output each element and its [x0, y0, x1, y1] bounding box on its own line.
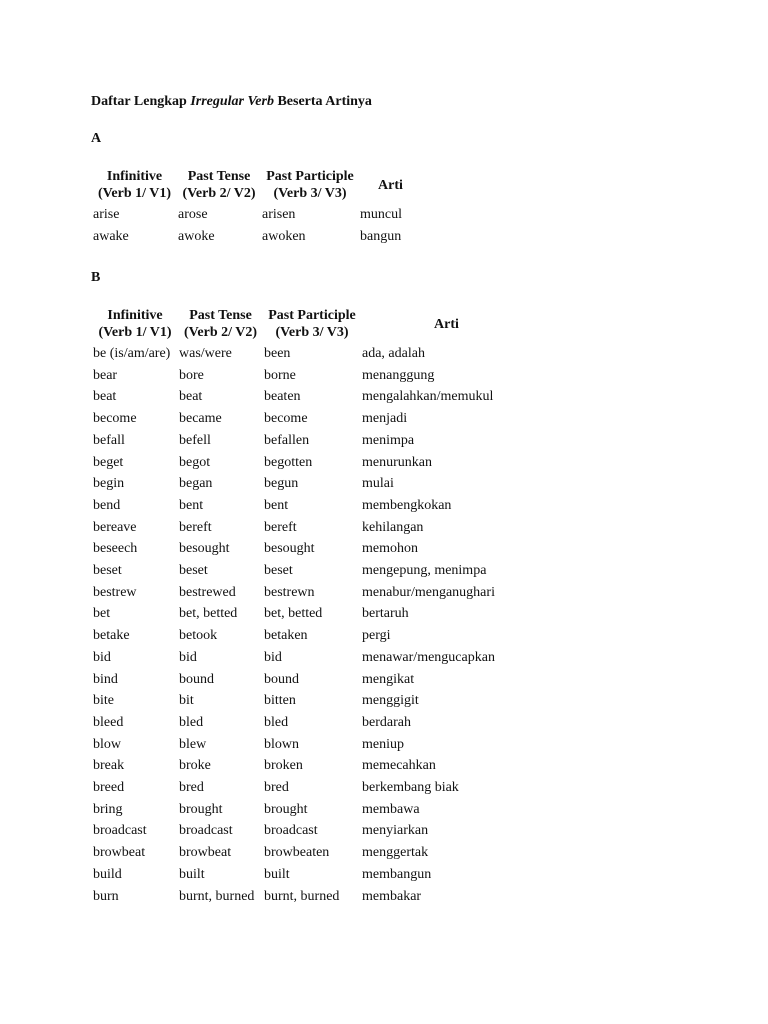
past-participle-cell: bred	[264, 780, 289, 796]
document-title	[91, 93, 372, 111]
past-tense-cell: bestrewed	[179, 584, 236, 600]
past-participle-cell: beset	[264, 563, 293, 579]
past-tense-cell: arose	[178, 207, 208, 222]
past-participle-cell: broadcast	[264, 823, 318, 839]
table-row	[91, 582, 531, 604]
arti-cell: membakar	[362, 888, 422, 904]
table-row	[91, 647, 531, 669]
infinitive-cell: build	[93, 866, 122, 882]
arti-cell: memohon	[362, 541, 418, 557]
past-tense-cell: bred	[179, 780, 204, 796]
arti-cell: bertaruh	[362, 606, 409, 622]
past-participle-cell: beaten	[264, 389, 301, 405]
table-row	[91, 625, 531, 647]
past-tense-cell: betook	[179, 628, 218, 644]
arti-cell: memecahkan	[362, 758, 436, 774]
past-participle-cell: become	[264, 411, 308, 427]
infinitive-cell: become	[93, 411, 137, 427]
past-participle-cell: bet, betted	[264, 606, 323, 622]
verb-table-b	[91, 307, 531, 907]
arti-cell: menggigit	[362, 693, 419, 709]
arti-cell: menabur/menganughari	[362, 584, 495, 600]
arti-cell: menjadi	[362, 411, 408, 427]
past-participle-cell: built	[264, 866, 290, 882]
infinitive-cell: bereave	[93, 519, 137, 535]
infinitive-cell: befall	[93, 432, 125, 448]
table-row	[91, 886, 531, 908]
header-infinitive: Infinitive (Verb 1/ V1)	[98, 308, 172, 340]
past-tense-cell: bereft	[179, 519, 212, 535]
arti-cell: menyiarkan	[362, 823, 429, 839]
arti-cell: berdarah	[362, 714, 411, 730]
header-past-tense: Past Tense (Verb 2/ V2)	[183, 308, 258, 340]
infinitive-cell: beat	[93, 389, 117, 405]
past-participle-cell: bid	[264, 649, 282, 665]
past-participle-cell: brought	[264, 801, 308, 817]
past-participle-cell: browbeaten	[264, 845, 330, 861]
title-italic: Irregular Verb	[190, 94, 274, 109]
arti-cell: mengikat	[362, 671, 415, 687]
infinitive-cell: betake	[93, 628, 130, 644]
past-participle-cell: bereft	[264, 519, 297, 535]
table-row	[91, 799, 531, 821]
past-tense-cell: browbeat	[179, 845, 232, 861]
table-row	[91, 755, 531, 777]
table-row	[91, 777, 531, 799]
table-row	[91, 560, 531, 582]
title-prefix: Daftar Lengkap	[91, 94, 191, 109]
infinitive-cell: broadcast	[93, 823, 147, 839]
table-row	[91, 204, 421, 226]
arti-cell: membengkokan	[362, 497, 452, 513]
infinitive-cell: begin	[93, 476, 125, 492]
past-participle-cell: begotten	[264, 454, 313, 470]
arti-cell: kehilangan	[362, 519, 424, 535]
table-row	[91, 343, 531, 365]
table-row	[91, 864, 531, 886]
table-body-a	[91, 204, 421, 247]
past-tense-cell: awoke	[178, 228, 215, 244]
past-participle-cell: bled	[264, 714, 289, 730]
past-tense-cell: was/were	[179, 346, 232, 361]
past-tense-cell: bent	[179, 497, 204, 513]
past-participle-cell: blown	[264, 736, 299, 752]
past-participle-cell: bitten	[264, 693, 296, 709]
past-tense-cell: bled	[179, 714, 204, 730]
table-row	[91, 473, 531, 495]
infinitive-cell: bestrew	[93, 584, 137, 600]
table-row	[91, 712, 531, 734]
past-participle-cell: betaken	[264, 628, 308, 644]
table-row	[91, 603, 531, 625]
section-heading-b: B	[91, 270, 101, 285]
past-tense-cell: bet, betted	[179, 606, 238, 622]
infinitive-cell: bring	[93, 801, 123, 817]
table-row	[91, 690, 531, 712]
arti-cell: berkembang biak	[362, 780, 459, 796]
arti-cell: bangun	[360, 228, 402, 244]
table-row	[91, 734, 531, 756]
table-row	[91, 495, 531, 517]
past-participle-cell: arisen	[262, 207, 296, 222]
infinitive-cell: bite	[93, 693, 114, 709]
table-body-b	[91, 343, 531, 907]
infinitive-cell: beseech	[93, 541, 138, 557]
table-row	[91, 365, 531, 387]
past-tense-cell: bit	[179, 693, 194, 709]
arti-cell: meniup	[362, 736, 404, 752]
past-participle-cell: been	[264, 346, 291, 361]
infinitive-cell: bid	[93, 649, 111, 665]
infinitive-cell: bind	[93, 671, 118, 687]
past-tense-cell: broadcast	[179, 823, 233, 839]
arti-cell: menimpa	[362, 432, 415, 448]
arti-cell: mengepung, menimpa	[362, 563, 487, 579]
header-infinitive: Infinitive (Verb 1/ V1)	[97, 169, 172, 201]
arti-cell: menawar/mengucapkan	[362, 649, 495, 665]
table-row	[91, 820, 531, 842]
past-tense-cell: bid	[179, 649, 197, 665]
header-past-tense: Past Tense (Verb 2/ V2)	[182, 169, 256, 201]
past-tense-cell: bound	[179, 671, 214, 687]
table-row	[91, 408, 531, 430]
past-participle-cell: awoken	[262, 228, 306, 244]
past-tense-cell: blew	[179, 736, 207, 752]
infinitive-cell: awake	[93, 228, 129, 244]
past-participle-cell: bound	[264, 671, 299, 687]
past-tense-cell: befell	[179, 432, 211, 448]
infinitive-cell: bear	[93, 367, 118, 383]
past-tense-cell: built	[179, 866, 205, 882]
infinitive-cell: bet	[93, 606, 111, 622]
title-suffix: Beserta Artinya	[273, 94, 372, 109]
verb-table-a	[91, 168, 421, 247]
table-row	[91, 226, 421, 248]
table-header-row	[91, 168, 421, 204]
arti-cell: membangun	[362, 866, 432, 882]
past-tense-cell: burnt, burned	[179, 888, 255, 904]
infinitive-cell: bleed	[93, 714, 124, 730]
table-row	[91, 669, 531, 691]
header-arti: Arti	[378, 177, 403, 193]
past-tense-cell: bore	[179, 367, 204, 383]
past-participle-cell: bent	[264, 497, 289, 513]
infinitive-cell: burn	[93, 888, 119, 904]
table-row	[91, 538, 531, 560]
past-participle-cell: borne	[264, 367, 296, 383]
past-participle-cell: bestrewn	[264, 584, 315, 600]
past-tense-cell: broke	[179, 758, 211, 774]
past-participle-cell: burnt, burned	[264, 888, 340, 904]
infinitive-cell: browbeat	[93, 845, 146, 861]
table-row	[91, 386, 531, 408]
arti-cell: mulai	[362, 476, 394, 492]
infinitive-cell: breed	[93, 780, 125, 796]
arti-cell: menurunkan	[362, 454, 432, 470]
infinitive-cell: arise	[93, 207, 120, 222]
past-tense-cell: brought	[179, 801, 223, 817]
infinitive-cell: blow	[93, 736, 121, 752]
section-heading-a: A	[91, 131, 102, 146]
table-row	[91, 452, 531, 474]
infinitive-cell: beget	[93, 454, 124, 470]
past-tense-cell: besought	[179, 541, 230, 557]
infinitive-cell: beset	[93, 563, 122, 579]
arti-cell: ada, adalah	[362, 346, 425, 361]
past-participle-cell: broken	[264, 758, 303, 774]
past-participle-cell: befallen	[264, 432, 310, 448]
arti-cell: menanggung	[362, 367, 435, 383]
past-tense-cell: became	[179, 411, 222, 427]
header-past-participle: Past Participle (Verb 3/ V3)	[268, 308, 356, 340]
arti-cell: pergi	[362, 628, 391, 644]
header-arti: Arti	[434, 316, 459, 332]
past-tense-cell: began	[179, 476, 213, 492]
arti-cell: mengalahkan/memukul	[362, 389, 494, 405]
table-row	[91, 517, 531, 539]
arti-cell: membawa	[362, 801, 420, 817]
arti-cell: muncul	[360, 207, 402, 222]
past-participle-cell: besought	[264, 541, 315, 557]
table-row	[91, 842, 531, 864]
past-tense-cell: begot	[179, 454, 211, 470]
table-row	[91, 430, 531, 452]
infinitive-cell: be (is/am/are)	[93, 346, 171, 361]
past-tense-cell: beset	[179, 563, 208, 579]
infinitive-cell: bend	[93, 497, 121, 513]
table-header-row	[91, 307, 531, 343]
past-participle-cell: begun	[264, 476, 299, 492]
header-past-participle: Past Participle (Verb 3/ V3)	[266, 169, 354, 201]
arti-cell: menggertak	[362, 845, 429, 861]
past-tense-cell: beat	[179, 389, 203, 405]
infinitive-cell: break	[93, 758, 125, 774]
